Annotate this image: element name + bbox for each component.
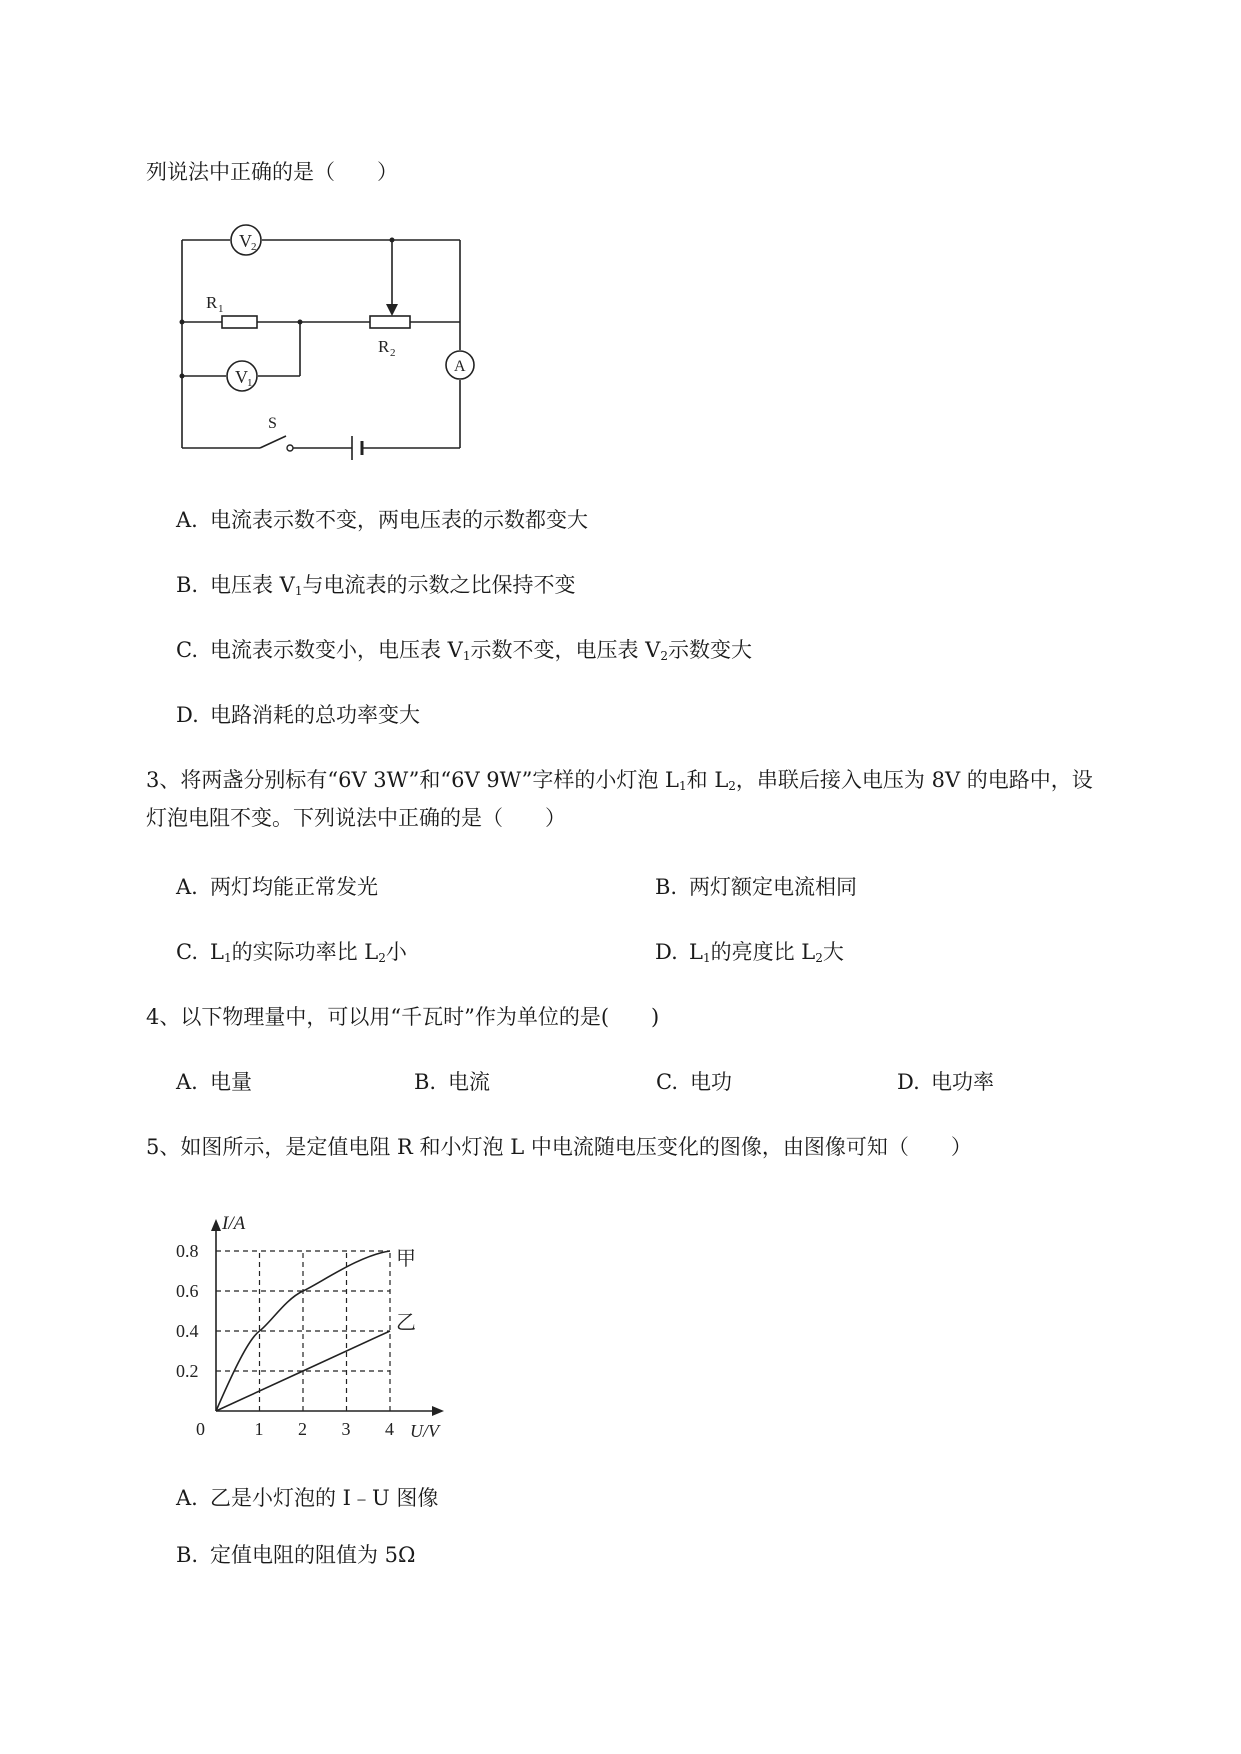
option-label: C. [176, 638, 198, 662]
subscript: 1 [294, 584, 303, 598]
option-text: 的亮度比 L [710, 940, 816, 964]
option-text: L [689, 940, 703, 964]
junction-dot [180, 374, 185, 379]
option-label: A. [176, 875, 198, 899]
v1-label: V [235, 367, 248, 387]
r1-label: R [206, 293, 218, 312]
option-text: 与电流表的示数之比保持不变 [302, 573, 576, 597]
q4-option-d[interactable] [897, 1067, 994, 1097]
circuit-diagram [160, 200, 500, 460]
option-text: 电功 [690, 1070, 732, 1094]
y-tick-label: 0.8 [176, 1241, 199, 1261]
question-5-stem: 5、如图所示，是定值电阻 R 和小灯泡 L 中电流随电压变化的图像，由图像可知（ ） [146, 1135, 972, 1159]
iu-chart [170, 1205, 460, 1445]
junction-dot [390, 238, 395, 243]
option-text: 电流 [448, 1070, 490, 1094]
switch-label: S [268, 415, 277, 432]
stem-text: ，串联后接入电压为 8V 的电路中，设 [735, 768, 1093, 792]
x-tick-label: 3 [341, 1419, 351, 1439]
slider-arrow [386, 304, 398, 316]
option-text: 的实际功率比 L [231, 940, 379, 964]
option-text: L [210, 940, 224, 964]
question-3-stem-line2: 灯泡电阻不变。下列说法中正确的是（ ） [146, 806, 566, 830]
subscript: 1 [462, 649, 471, 663]
option-text: 大 [822, 940, 844, 964]
q4-option-b[interactable] [414, 1067, 490, 1097]
q3-option-d[interactable] [655, 937, 844, 967]
y-tick-label: 0.6 [176, 1281, 199, 1301]
q2-option-c[interactable] [176, 635, 752, 665]
stem-text: 3、将两盏分别标有“6V 3W”和“6V 9W”字样的小灯泡 L [146, 768, 679, 792]
q3-option-c[interactable] [176, 937, 407, 967]
q5-option-a[interactable] [176, 1483, 438, 1513]
option-label: B. [176, 1543, 199, 1567]
q4-option-a[interactable] [176, 1067, 252, 1097]
option-label: C. [176, 940, 198, 964]
q3-option-a[interactable] [176, 872, 378, 902]
option-text: 两灯均能正常发光 [210, 875, 378, 899]
y-axis-label: I/A [222, 1213, 246, 1234]
option-text: 电流表示数不变，两电压表的示数都变大 [210, 508, 588, 532]
subscript: 2 [815, 951, 823, 965]
option-label: B. [176, 573, 199, 597]
resistor-r1 [222, 316, 257, 328]
option-label: D. [897, 1070, 920, 1094]
option-label: B. [655, 875, 678, 899]
x-tick-label: 4 [385, 1419, 394, 1439]
option-text: 乙是小灯泡的 I﹣U 图像 [210, 1486, 439, 1510]
x-axis-label: U/V [410, 1421, 439, 1441]
origin-label: 0 [196, 1419, 205, 1439]
option-label: D. [176, 703, 199, 727]
q3-option-b[interactable] [655, 872, 857, 902]
v2-label: V [239, 231, 252, 251]
q5-option-b[interactable] [176, 1540, 415, 1570]
option-text: 电压表 V [210, 573, 295, 597]
option-text: 电量 [210, 1070, 252, 1094]
y-axis-arrow [211, 1219, 221, 1231]
option-text: 示数变大 [667, 638, 752, 662]
r1-sub: 1 [218, 303, 224, 315]
q4-option-c[interactable] [656, 1067, 732, 1097]
question-4-stem: 4、以下物理量中，可以用“千瓦时”作为单位的是( ) [146, 1005, 660, 1029]
subscript: 1 [223, 951, 232, 965]
subscript: 2 [660, 649, 668, 663]
ammeter-label: A [454, 358, 466, 375]
switch-contact [287, 445, 293, 451]
option-label: D. [655, 940, 678, 964]
y-tick-label: 0.4 [176, 1321, 199, 1341]
resistor-r2 [370, 316, 410, 328]
option-label: B. [414, 1070, 437, 1094]
q2-option-b[interactable] [176, 570, 575, 600]
option-text: 示数不变，电压表 V [470, 638, 661, 662]
series-yi-label: 乙 [396, 1312, 416, 1334]
option-text: 小 [385, 940, 407, 964]
option-text: 定值电阻的阻值为 5Ω [210, 1543, 416, 1567]
option-label: A. [176, 1486, 198, 1510]
q2-option-a[interactable] [176, 505, 588, 535]
option-text: 电功率 [931, 1070, 994, 1094]
x-tick-label: 2 [298, 1419, 307, 1439]
stem-text: 和 L [686, 768, 729, 792]
option-label: A. [176, 1070, 198, 1094]
question-2-stem-tail: 列说法中正确的是（ ） [146, 160, 398, 184]
subscript: 1 [679, 779, 687, 793]
option-label: C. [656, 1070, 678, 1094]
r2-sub: 2 [390, 347, 396, 359]
option-label: A. [176, 508, 198, 532]
y-tick-label: 0.2 [176, 1361, 199, 1381]
v2-sub: 2 [251, 241, 257, 253]
option-text: 两灯额定电流相同 [689, 875, 857, 899]
r2-label: R [378, 337, 390, 356]
x-tick-label: 1 [254, 1419, 264, 1439]
v1-sub: 1 [247, 377, 253, 389]
option-text: 电路消耗的总功率变大 [210, 703, 420, 727]
subscript: 1 [702, 951, 711, 965]
subscript: 2 [728, 779, 736, 793]
q2-option-d[interactable] [176, 700, 420, 730]
option-text: 电流表示数变小，电压表 V [210, 638, 463, 662]
question-3-stem-line1 [146, 765, 1093, 795]
series-jia-label: 甲 [396, 1248, 416, 1270]
subscript: 2 [378, 951, 386, 965]
junction-dot [298, 320, 303, 325]
x-axis-arrow [432, 1406, 444, 1416]
junction-dot [180, 320, 185, 325]
